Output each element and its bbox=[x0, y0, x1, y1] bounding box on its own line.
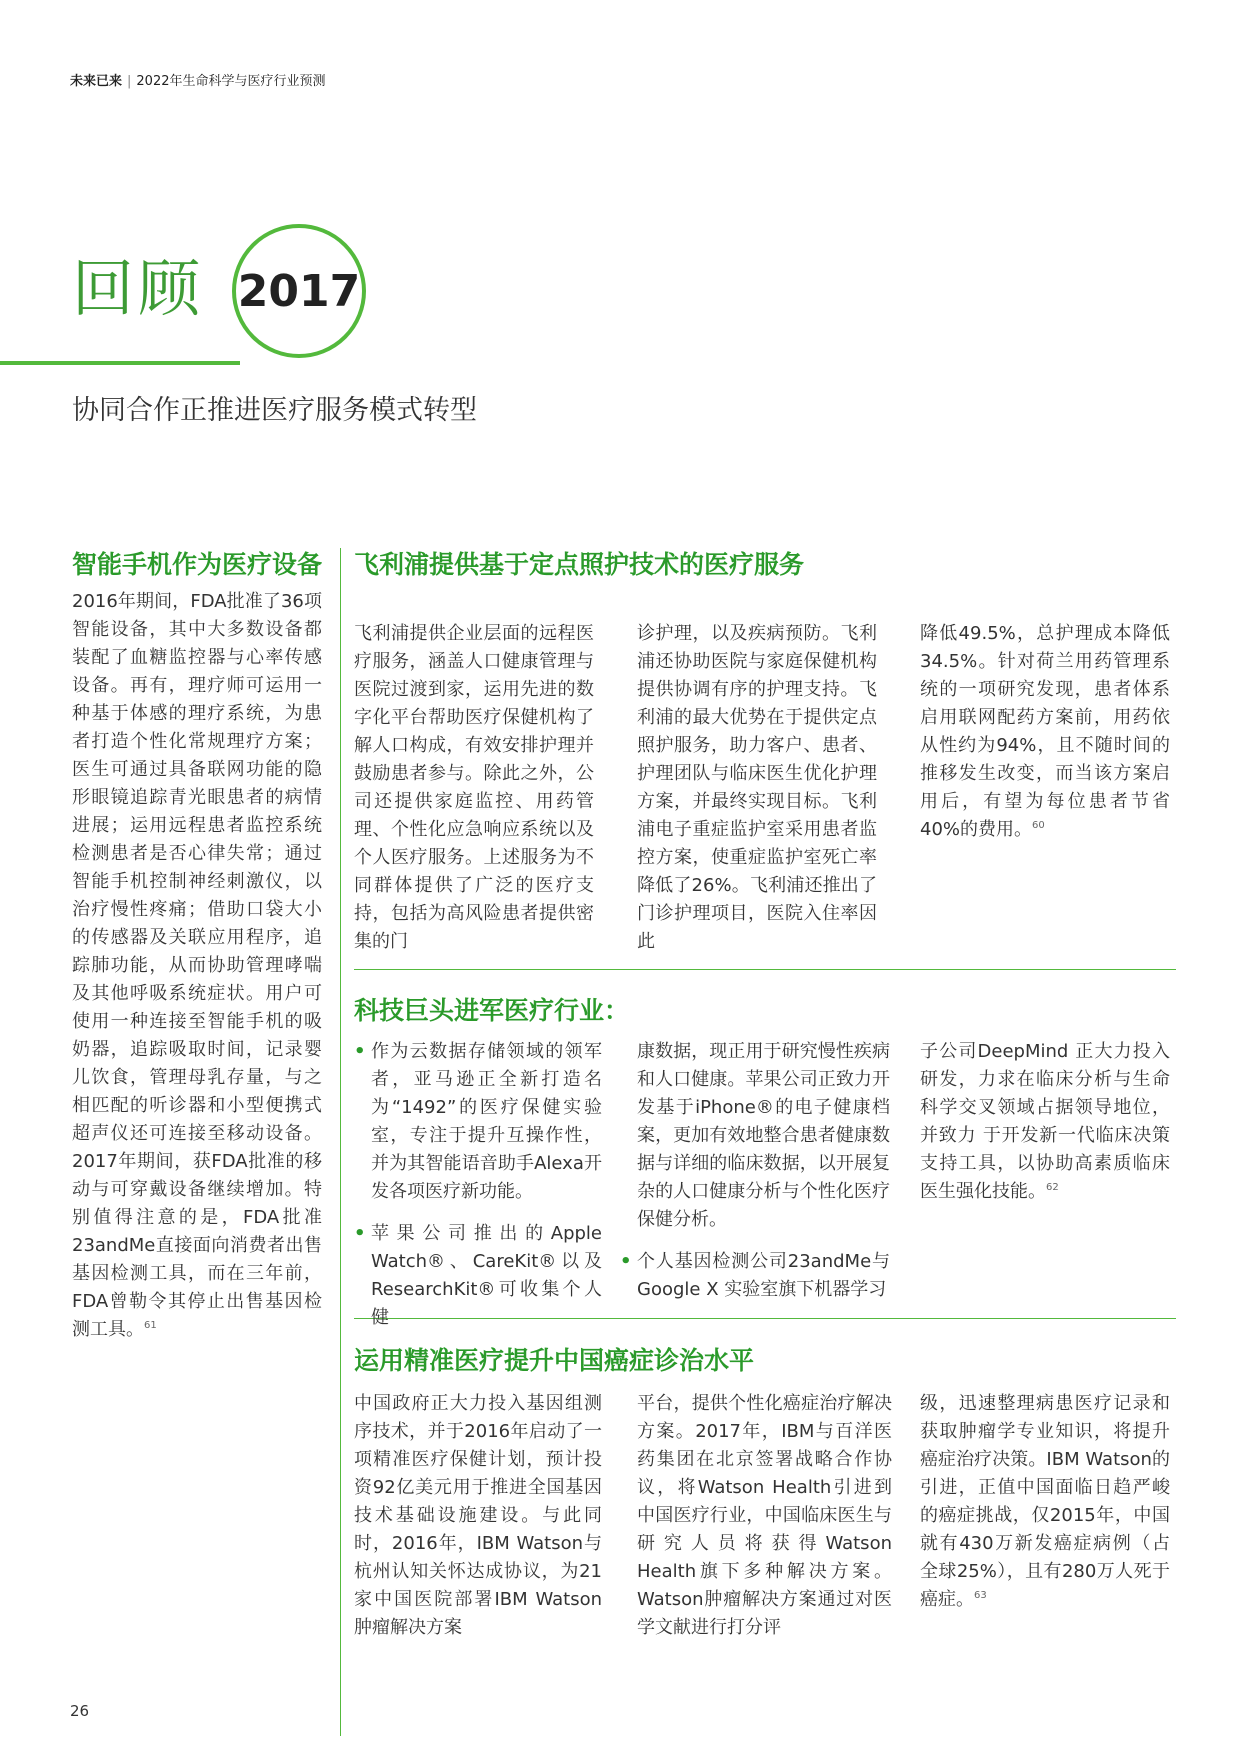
column-divider bbox=[340, 548, 341, 1736]
sidebar-article bbox=[72, 548, 322, 1344]
year-badge bbox=[232, 224, 366, 358]
title-rule bbox=[0, 361, 240, 365]
bullet-icon: • bbox=[354, 1223, 366, 1244]
tech-apple-continued: 康数据，现正用于研究慢性疾病和人口健康。苹果公司正致力开发基于iPhone®的电子健康档案，更加有效地整合患者健康数据与详细的临床数据，以开展复杂的人口健康分析与个性化医疗保健分析。 bbox=[637, 1041, 890, 1230]
cancer-col-2: 平台，提供个性化癌症治疗解决方案。2017年，IBM与百洋医药集团在北京签署战略合作协议，将Watson Health引进到中国医疗行业，中国临床医生与研究人员将获得Watson Health旗下多种解决方案。Watson肿瘤解决方案通过对医学文献进行打分评 bbox=[637, 1393, 892, 1638]
header-report-title: 2022年生命科学与医疗行业预测 bbox=[136, 74, 326, 89]
bullet-icon: • bbox=[354, 1041, 366, 1062]
header-brand: 未来已来 bbox=[70, 74, 123, 89]
tech-bullet-23andme-text: 个人基因检测公司23andMe与Google X 实验室旗下机器学习 bbox=[637, 1251, 890, 1300]
tech-bullet-amazon-text: 作为云数据存储领域的领军者，亚马逊正全新打造名为“1492”的医疗保健实验室，专注于提升互操作性，并为其智能语音助手Alexa开发各项医疗新功能。 bbox=[371, 1041, 602, 1202]
philips-col-3-text: 降低49.5%，总护理成本降低34.5%。针对荷兰用药管理系统的一项研究发现，患者体系启用联网配药方案前，用药依从性约为94%，且不随时间的推移发生改变，而当该方案启用后，有望为每位患者节省40%的费用。 bbox=[920, 623, 1170, 840]
cancer-col-3-text: 级，迅速整理病患医疗记录和获取肿瘤学专业知识，将提升癌症治疗决策。IBM Watson的引进，正值中国面临日趋严峻的癌症挑战，仅2015年，中国就有430万新发癌症病例（占全球25%），且有280万人死于癌症。 bbox=[920, 1393, 1170, 1610]
tech-bullet-apple-text: 苹果公司推出的Apple Watch®、CareKit®以及ResearchKit®可收集个人健 bbox=[371, 1223, 602, 1328]
cancer-title: 运用精准医疗提升中国癌症诊治水平 bbox=[354, 1346, 755, 1375]
tech-bullet-apple bbox=[354, 1220, 602, 1332]
cancer-ref: 63 bbox=[974, 1590, 987, 1601]
sidebar-ref: 61 bbox=[144, 1320, 157, 1331]
sidebar-body bbox=[72, 588, 322, 1344]
tech-bullet-amazon bbox=[354, 1038, 602, 1206]
section-divider-1 bbox=[354, 969, 1176, 970]
page-subtitle: 协同合作正推进医疗服务模式转型 bbox=[72, 395, 477, 426]
tech-col-2 bbox=[620, 1038, 890, 1318]
running-header bbox=[70, 70, 326, 89]
philips-col-1: 飞利浦提供企业层面的远程医疗服务，涵盖人口健康管理与医院过渡到家，运用先进的数字化平台帮助医疗保健机构了解人口构成，有效安排护理并鼓励患者参与。除此之外，公司还提供家庭监控、用药管理、个性化应急响应系统以及个人医疗服务。上述服务为不同群体提供了广泛的医疗支持，包括为高风险患者提供密集的门 bbox=[354, 623, 594, 952]
page-number: 26 bbox=[70, 1702, 90, 1720]
philips-col-2: 诊护理，以及疾病预防。飞利浦还协助医院与家庭保健机构提供协调有序的护理支持。飞利浦的最大优势在于提供定点照护服务，助力客户、患者、护理团队与临床医生优化护理方案，并最终实现目标。飞利浦电子重症监护室采用患者监控方案，使重症监护室死亡率降低了26%。飞利浦还推出了门诊护理项目，医院入住率因此 bbox=[637, 623, 877, 952]
philips-title: 飞利浦提供基于定点照护技术的医疗服务 bbox=[354, 550, 805, 579]
philips-ref: 60 bbox=[1032, 820, 1045, 831]
tech-ref: 62 bbox=[1046, 1182, 1059, 1193]
cancer-col-3 bbox=[920, 1390, 1170, 1614]
page-title: 回顾 bbox=[72, 252, 205, 325]
tech-bullet-23andme bbox=[620, 1248, 890, 1304]
tech-col-1 bbox=[354, 1038, 602, 1346]
philips-col-3 bbox=[920, 620, 1170, 844]
year-label: 2017 bbox=[237, 265, 361, 317]
tech-bullet-list-2 bbox=[620, 1248, 890, 1304]
tech-col-3-text: 子公司DeepMind 正大力投入研发，力求在临床分析与生命科学交叉领域占据领导地位，并致力 于开发新一代临床决策支持工具，以协助高素质临床医生强化技能。 bbox=[920, 1041, 1170, 1202]
tech-col-3 bbox=[920, 1038, 1170, 1206]
sidebar-title: 智能手机作为医疗设备 bbox=[72, 550, 323, 579]
tech-title: 科技巨头进军医疗行业： bbox=[354, 996, 630, 1025]
sidebar-body-text: 2016年期间，FDA批准了36项智能设备，其中大多数设备都装配了血糖监控器与心率传感设备。再有，理疗师可运用一种基于体感的理疗系统，为患者打造个性化常规理疗方案；医生可通过具备联网功能的隐形眼镜追踪青光眼患者的病情进展；运用远程患者监控系统检测患者是否心律失常；通过智能手机控制神经刺激仪，以治疗慢性疼痛；借助口袋大小的传感器及关联应用程序，追踪肺功能，从而协助管理哮喘及其他呼吸系统症状。用户可使用一种连接至智能手机的吸奶器，追踪吸取时间，记录婴儿饮食，管理母乳存量，与之相匹配的听诊器和小型便携式超声仪还可连接至移动设备。2017年期间，获FDA批准的移动与可穿戴设备继续增加。特别值得注意的是，FDA批准23andMe直接面向消费者出售基因检测工具，而在三年前，FDA曾勒令其停止出售基因检测工具。 bbox=[72, 591, 322, 1340]
bullet-icon: • bbox=[620, 1251, 632, 1272]
header-separator: | bbox=[127, 74, 132, 89]
cancer-col-1: 中国政府正大力投入基因组测序技术，并于2016年启动了一项精准医疗保健计划，预计投资92亿美元用于推进全国基因技术基础设施建设。与此同时，2016年，IBM Watson与杭州认知关怀达成协议，为21家中国医院部署IBM Watson肿瘤解决方案 bbox=[354, 1393, 602, 1638]
tech-bullet-list bbox=[354, 1038, 602, 1332]
